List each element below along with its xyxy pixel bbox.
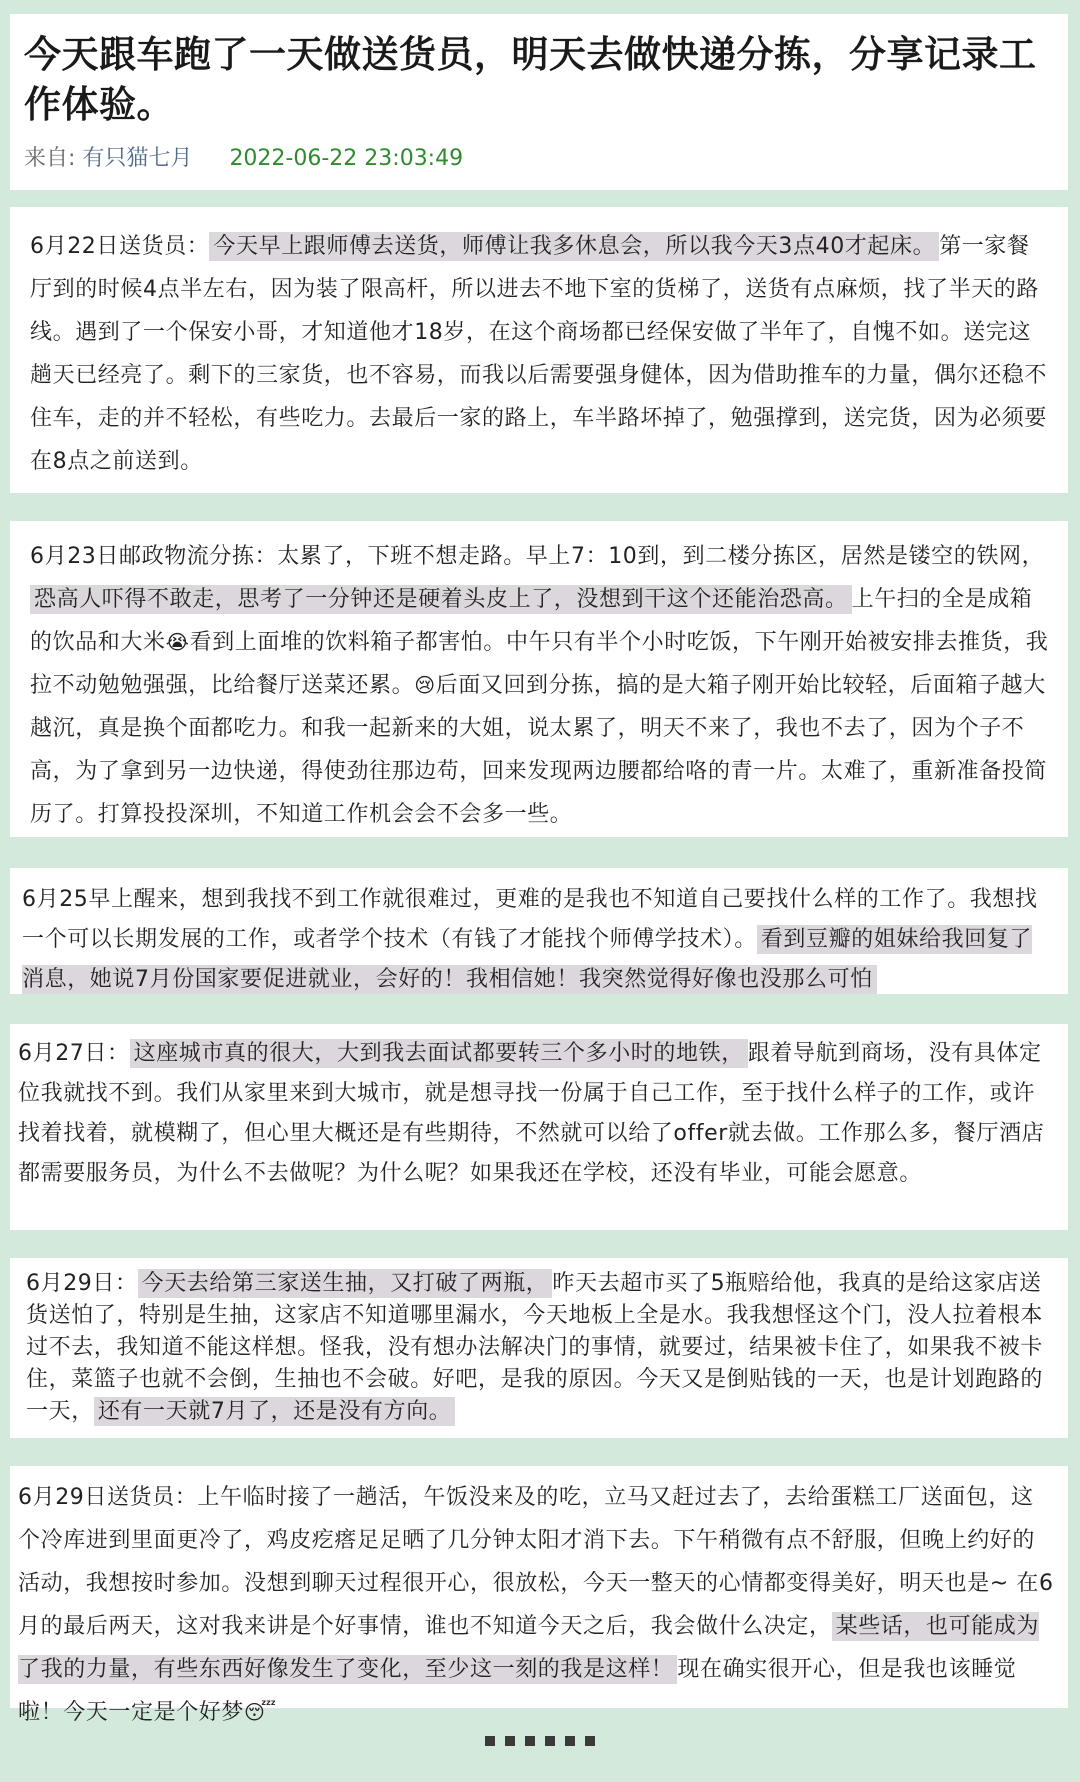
from-label: 来自:	[24, 146, 76, 171]
diary-entry	[10, 521, 1068, 837]
pagination-dots[interactable]	[0, 1736, 1080, 1746]
diary-entry	[10, 1258, 1068, 1438]
entry-text	[18, 1476, 1054, 1734]
entry-body: 看到上面堆的饮料箱子都害怕。中午只有半个小时吃饭，下午刚开始被安排去推货，我拉不动勉勉强强，比给餐厅送菜还累。	[30, 630, 1049, 698]
pagination-dot[interactable]	[525, 1736, 535, 1746]
pagination-dot[interactable]	[485, 1736, 495, 1746]
highlighted-text: 看到豆瓣的姐妹给我回复了消息，她说7月份国家要促进就业，会好的！我相信她！我突然觉得好像也没那么可怕	[22, 927, 1033, 992]
entry-text	[18, 1034, 1054, 1194]
post-meta	[24, 144, 1054, 174]
highlighted-text: 今天去给第三家送生抽，又打破了两瓶，	[138, 1269, 553, 1298]
entry-heading: 6月22日送货员：	[30, 234, 210, 259]
highlighted-text: 恐高人吓得不敢走，思考了一分钟还是硬着头皮上了，没想到干这个还能治恐高。	[30, 585, 852, 614]
post-title: 今天跟车跑了一天做送货员，明天去做快递分拣，分享记录工作体验。	[24, 33, 1037, 126]
diary-entry	[10, 207, 1068, 493]
pagination-dot[interactable]	[585, 1736, 595, 1746]
entry-text	[26, 1268, 1054, 1428]
entry-heading: 6月25早上醒来，想到我找不到工作就很难过，更难的是我也不知道自己要找什么样的工作了。我想找一个可以长期发展的工作，或者学个技术（有钱了才能找个师傅学技术）。	[22, 887, 1038, 952]
diary-entry	[10, 1466, 1068, 1725]
entry-body: 昨天去超市买了5瓶赔给他，我真的是给这家店送货送怕了，特别是生抽，这家店不知道哪里漏水，今天地板上全是水。我我想怪这个门，没人拉着根本过不去，我知道不能这样想。怪我，没有想办法解决门的事情，就要过，结果被卡住了，如果我不被卡住，菜篮子也就不会倒，生抽也不会破。好吧，是我的原因。今天又是倒贴钱的一天，也是计划跑路的一天，	[26, 1271, 1044, 1424]
highlighted-text: 还有一天就7月了，还是没有方向。	[94, 1397, 456, 1426]
author-link[interactable]: 有只猫七月	[82, 146, 193, 171]
entry-text	[22, 880, 1054, 1000]
entry-heading: 6月29日送货员：上午临时接了一趟活，午饭没来及的吃，立马又赶过去了，去给蛋糕工厂送面包，这个冷库进到里面更冷了，鸡皮疙瘩足足晒了几分钟太阳才消下去。下午稍微有点不舒服，但晚上约好的活动，我想按时参加。没想到聊天过程很开心，很放松，今天一整天的心情都变得美好，明天也是~ 在6月的最后两天，这对我来讲是个好事情，谁也不知道今天之后，我会做什么决定，	[18, 1485, 1054, 1639]
entry-text	[30, 535, 1050, 836]
diary-entry	[10, 1024, 1068, 1230]
entry-body: 跟着导航到商场，没有具体定位我就找不到。我们从家里来到大城市，就是想寻找一份属于自己工作，至于找什么样子的工作，或许找着找着，就模糊了，但心里大概还是有些期待，不然就可以给了offer就去做。工作那么多，餐厅酒店都需要服务员，为什么不去做呢？为什么呢？如果我还在学校，还没有毕业，可能会愿意。	[18, 1041, 1045, 1186]
entry-heading: 6月27日：	[18, 1041, 130, 1066]
entry-text	[30, 225, 1050, 483]
entry-body: 上午扫的全是成箱的饮品和大米	[30, 587, 1033, 655]
post-timestamp: 2022-06-22 23:03:49	[229, 146, 464, 171]
highlighted-text: 这座城市真的很大，大到我去面试都要转三个多小时的地铁，	[130, 1039, 748, 1068]
highlighted-text: 某些话，也可能成为了我的力量，有些东西好像发生了变化，至少这一刻的我是这样！	[18, 1614, 1040, 1682]
entry-heading: 6月29日：	[26, 1271, 138, 1296]
highlighted-text: 今天早上跟师傅去送货，师傅让我多休息会，所以我今天3点40才起床。	[209, 232, 939, 261]
post-header	[10, 14, 1068, 190]
sleeping-emoji-icon: 😴	[244, 1700, 277, 1724]
entry-body: 第一家餐厅到的时候4点半左右，因为装了限高杆，所以进去不地下室的货梯了，送货有点麻烦，找了半天的路线。遇到了一个保安小哥，才知道他才18岁，在这个商场都已经保安做了半年了，自愧不如。送完这趟天已经亮了。剩下的三家货，也不容易，而我以后需要强身健体，因为借助推车的力量，偶尔还稳不住车，走的并不轻松，有些吃力。去最后一家的路上，车半路坏掉了，勉强撑到，送完货，因为必须要在8点之前送到。	[30, 234, 1048, 474]
pagination-dot[interactable]	[565, 1736, 575, 1746]
entry-body: 现在确实很开心，但是我也该睡觉啦！今天一定是个好梦	[18, 1657, 1017, 1725]
entry-heading: 6月23日邮政物流分拣：太累了，下班不想走路。早上7：10到，到二楼分拣区，居然是镂空的铁网，	[30, 544, 1045, 569]
sad-emoji-icon: 😢	[414, 673, 436, 697]
entry-body: 后面又回到分拣，搞的是大箱子刚开始比较轻，后面箱子越大越沉，真是换个面都吃力。和我一起新来的大姐，说太累了，明天不来了，我也不去了，因为个子不高，为了拿到另一边快递，得使劲往那边苟，回来发现两边腰都给咯的青一片。太难了，重新准备投简历了。打算投投深圳，不知道工作机会会不会多一些。	[30, 673, 1048, 827]
pagination-dot[interactable]	[505, 1736, 515, 1746]
crying-emoji-icon: 😭	[165, 630, 190, 654]
diary-entry	[10, 868, 1068, 994]
pagination-dot[interactable]	[545, 1736, 555, 1746]
